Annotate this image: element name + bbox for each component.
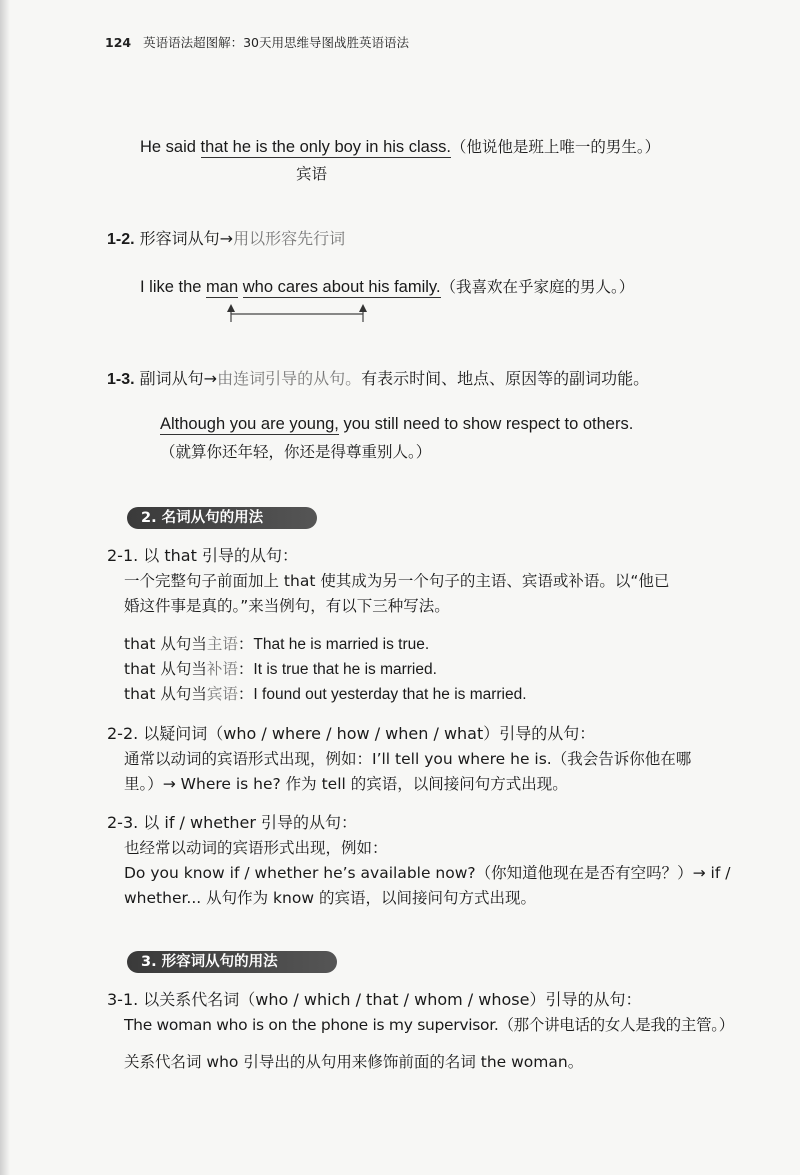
section-2-3-line-3: whether... 从句作为 know 的宾语，以间接问句方式出现。: [124, 889, 536, 907]
section-description: 用以形容先行词: [233, 229, 346, 248]
example-text: He said: [140, 138, 201, 156]
section-1-2-heading: [107, 226, 345, 249]
section-2-title: 2. 名词从句的用法: [141, 510, 264, 526]
section-title: 副词从句→: [139, 369, 218, 388]
object-clause-underlined: that he is the only boy in his class.: [200, 138, 451, 156]
example-translation: （我喜欢在乎家庭的男人。）: [440, 279, 635, 296]
page-binding-shadow: [0, 0, 10, 1175]
that-clause-row: [124, 657, 437, 679]
that-clause-row: [124, 632, 429, 654]
section-description: 由连词引导的从句。: [217, 369, 362, 388]
example-text: you still need to show respect to others.: [338, 415, 634, 433]
section-3-banner: [127, 951, 337, 973]
section-3-1-heading: 3-1. 以关系代名词（who / which / that / whom / whose）引导的从句：: [107, 990, 642, 1009]
example-object-clause: [140, 135, 660, 157]
section-2-2-line-2: 里。）→ Where is he? 作为 tell 的宾语，以间接问句方式出现。: [124, 775, 568, 793]
row-role: 宾语: [206, 685, 238, 703]
section-2-2-line-1: 通常以动词的宾语形式出现，例如：I’ll tell you where he is.（我会告诉你他在哪: [124, 750, 692, 768]
example-adjective-clause: [140, 275, 634, 297]
row-prefix: that 从句当: [124, 635, 207, 653]
row-example: ：That he is married is true.: [237, 636, 430, 653]
row-role: 主语: [206, 635, 238, 653]
section-description-2: 有表示时间、地点、原因等的副词功能。: [361, 369, 650, 388]
object-annotation: 宾语: [296, 165, 328, 183]
example-text: I like the: [140, 278, 207, 296]
running-header: [105, 33, 409, 51]
section-1-3-heading: [107, 366, 649, 389]
section-2-3-line-1: 也经常以动词的宾语形式出现，例如：: [124, 839, 388, 857]
example-translation: （就算你还年轻，你还是得尊重别人。）: [160, 443, 432, 461]
section-2-3-heading: 2-3. 以 if / whether 引导的从句：: [107, 813, 358, 832]
section-3-title: 3. 形容词从句的用法: [141, 954, 278, 970]
section-2-1-line-1: 一个完整句子前面加上 that 使其成为另一个句子的主语、宾语或补语。以“他已: [124, 572, 670, 590]
adjective-clause-underlined: who cares about his family.: [242, 278, 441, 296]
section-number: 1-3.: [107, 371, 135, 388]
book-title: 英语语法超图解：30天用思维导图战胜英语语法: [143, 35, 410, 50]
section-2-3-line-2: Do you know if / whether he’s available now?（你知道他现在是否有空吗？）→ if /: [124, 864, 731, 882]
section-2-1-heading: 2-1. 以 that 引导的从句：: [107, 546, 298, 565]
row-prefix: that 从句当: [124, 660, 207, 678]
section-number: 1-2.: [107, 231, 135, 248]
example-adverb-clause: [160, 415, 633, 434]
row-example: ：It is true that he is married.: [237, 661, 437, 678]
section-3-1-note: 关系代名词 who 引导出的从句用来修饰前面的名词 the woman。: [124, 1053, 584, 1071]
antecedent-underlined: man: [206, 278, 239, 296]
section-2-2-heading: 2-2. 以疑问词（who / where / how / when / what）引导的从句：: [107, 724, 596, 743]
row-prefix: that 从句当: [124, 685, 207, 703]
example-translation: （他说他是班上唯一的男生。）: [450, 139, 661, 156]
row-role: 补语: [206, 660, 238, 678]
section-3-1-example: The woman who is on the phone is my supervisor.（那个讲电话的女人是我的主管。）: [124, 1016, 734, 1034]
section-2-banner: [127, 507, 317, 529]
page-number: 124: [105, 35, 132, 50]
section-2-1-line-2: 婚这件事是真的。”来当例句，有以下三种写法。: [124, 597, 450, 615]
adverb-clause-underlined: Although you are young,: [160, 415, 339, 433]
modifier-arrow-icon: [222, 300, 372, 324]
row-example: ：I found out yesterday that he is married.: [237, 686, 527, 703]
that-clause-row: [124, 682, 527, 704]
section-title: 形容词从句→: [139, 229, 234, 248]
